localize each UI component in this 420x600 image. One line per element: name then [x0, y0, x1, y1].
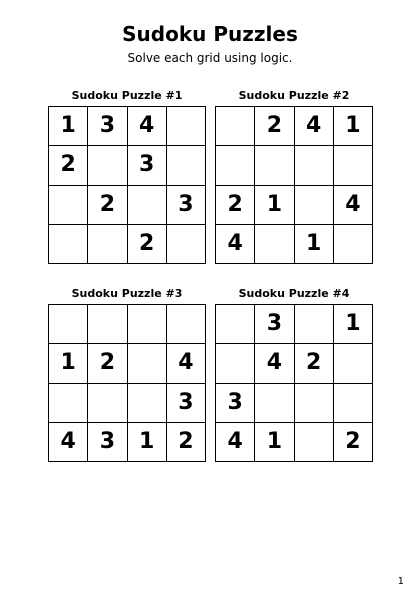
grid-cell	[334, 384, 373, 423]
grid-cell	[255, 146, 294, 185]
grid-cell: 4	[216, 423, 255, 462]
grid-cell: 3	[88, 423, 127, 462]
grid-cell: 4	[334, 186, 373, 225]
sudoku-puzzle-4	[215, 287, 373, 462]
grid-cell	[216, 305, 255, 344]
grid-cell	[216, 107, 255, 146]
sudoku-puzzle-2	[215, 89, 373, 264]
grid-cell: 1	[255, 423, 294, 462]
grid-cell	[216, 344, 255, 383]
sudoku-puzzle-1	[48, 89, 206, 264]
grid-cell	[167, 305, 206, 344]
grid-cell	[128, 305, 167, 344]
grid-cell	[88, 146, 127, 185]
grid-cell	[88, 305, 127, 344]
grid-cell: 3	[255, 305, 294, 344]
grid-cell: 4	[255, 344, 294, 383]
grid-cell	[334, 225, 373, 264]
grid-cell: 2	[88, 186, 127, 225]
grid-cell	[49, 305, 88, 344]
grid-cell: 3	[88, 107, 127, 146]
grid-cell: 3	[167, 384, 206, 423]
grid-cell	[88, 384, 127, 423]
grid-cell	[295, 186, 334, 225]
puzzle-title: Sudoku Puzzle #1	[71, 89, 183, 102]
grid-cell	[128, 344, 167, 383]
grid-cell	[88, 225, 127, 264]
grid-cell	[334, 146, 373, 185]
sudoku-grid	[215, 106, 373, 264]
page-subtitle: Solve each grid using logic.	[127, 51, 293, 65]
sudoku-grid	[48, 304, 206, 462]
grid-cell	[295, 146, 334, 185]
grid-cell	[255, 225, 294, 264]
page-number: 1	[397, 576, 404, 587]
grid-cell: 4	[295, 107, 334, 146]
grid-cell: 1	[49, 344, 88, 383]
grid-cell	[128, 384, 167, 423]
grid-cell: 2	[49, 146, 88, 185]
grid-cell: 3	[216, 384, 255, 423]
grid-cell	[334, 344, 373, 383]
grid-cell: 2	[334, 423, 373, 462]
grid-cell: 4	[128, 107, 167, 146]
grid-cell	[167, 225, 206, 264]
grid-cell: 1	[334, 305, 373, 344]
grid-cell	[295, 384, 334, 423]
grid-cell: 4	[49, 423, 88, 462]
sudoku-grid	[215, 304, 373, 462]
grid-cell	[295, 305, 334, 344]
grid-cell: 4	[167, 344, 206, 383]
grid-cell: 1	[128, 423, 167, 462]
sudoku-puzzle-3	[48, 287, 206, 462]
grid-cell: 1	[334, 107, 373, 146]
grid-cell: 2	[216, 186, 255, 225]
grid-cell	[49, 225, 88, 264]
puzzle-title: Sudoku Puzzle #3	[71, 287, 183, 300]
grid-cell: 2	[128, 225, 167, 264]
grid-cell: 3	[167, 186, 206, 225]
grid-cell: 1	[295, 225, 334, 264]
puzzle-title: Sudoku Puzzle #2	[238, 89, 350, 102]
puzzle-title: Sudoku Puzzle #4	[238, 287, 350, 300]
grid-cell: 3	[128, 146, 167, 185]
grid-cell	[49, 384, 88, 423]
grid-cell: 4	[216, 225, 255, 264]
grid-cell: 2	[88, 344, 127, 383]
grid-cell	[255, 384, 294, 423]
grid-cell	[216, 146, 255, 185]
grid-cell	[167, 107, 206, 146]
grid-cell: 1	[49, 107, 88, 146]
page-title: Sudoku Puzzles	[122, 22, 298, 46]
grid-cell	[167, 146, 206, 185]
grid-cell: 2	[255, 107, 294, 146]
grid-cell: 2	[295, 344, 334, 383]
grid-cell: 2	[167, 423, 206, 462]
grid-cell: 1	[255, 186, 294, 225]
grid-cell	[128, 186, 167, 225]
grid-cell	[49, 186, 88, 225]
sudoku-grid	[48, 106, 206, 264]
grid-cell	[295, 423, 334, 462]
